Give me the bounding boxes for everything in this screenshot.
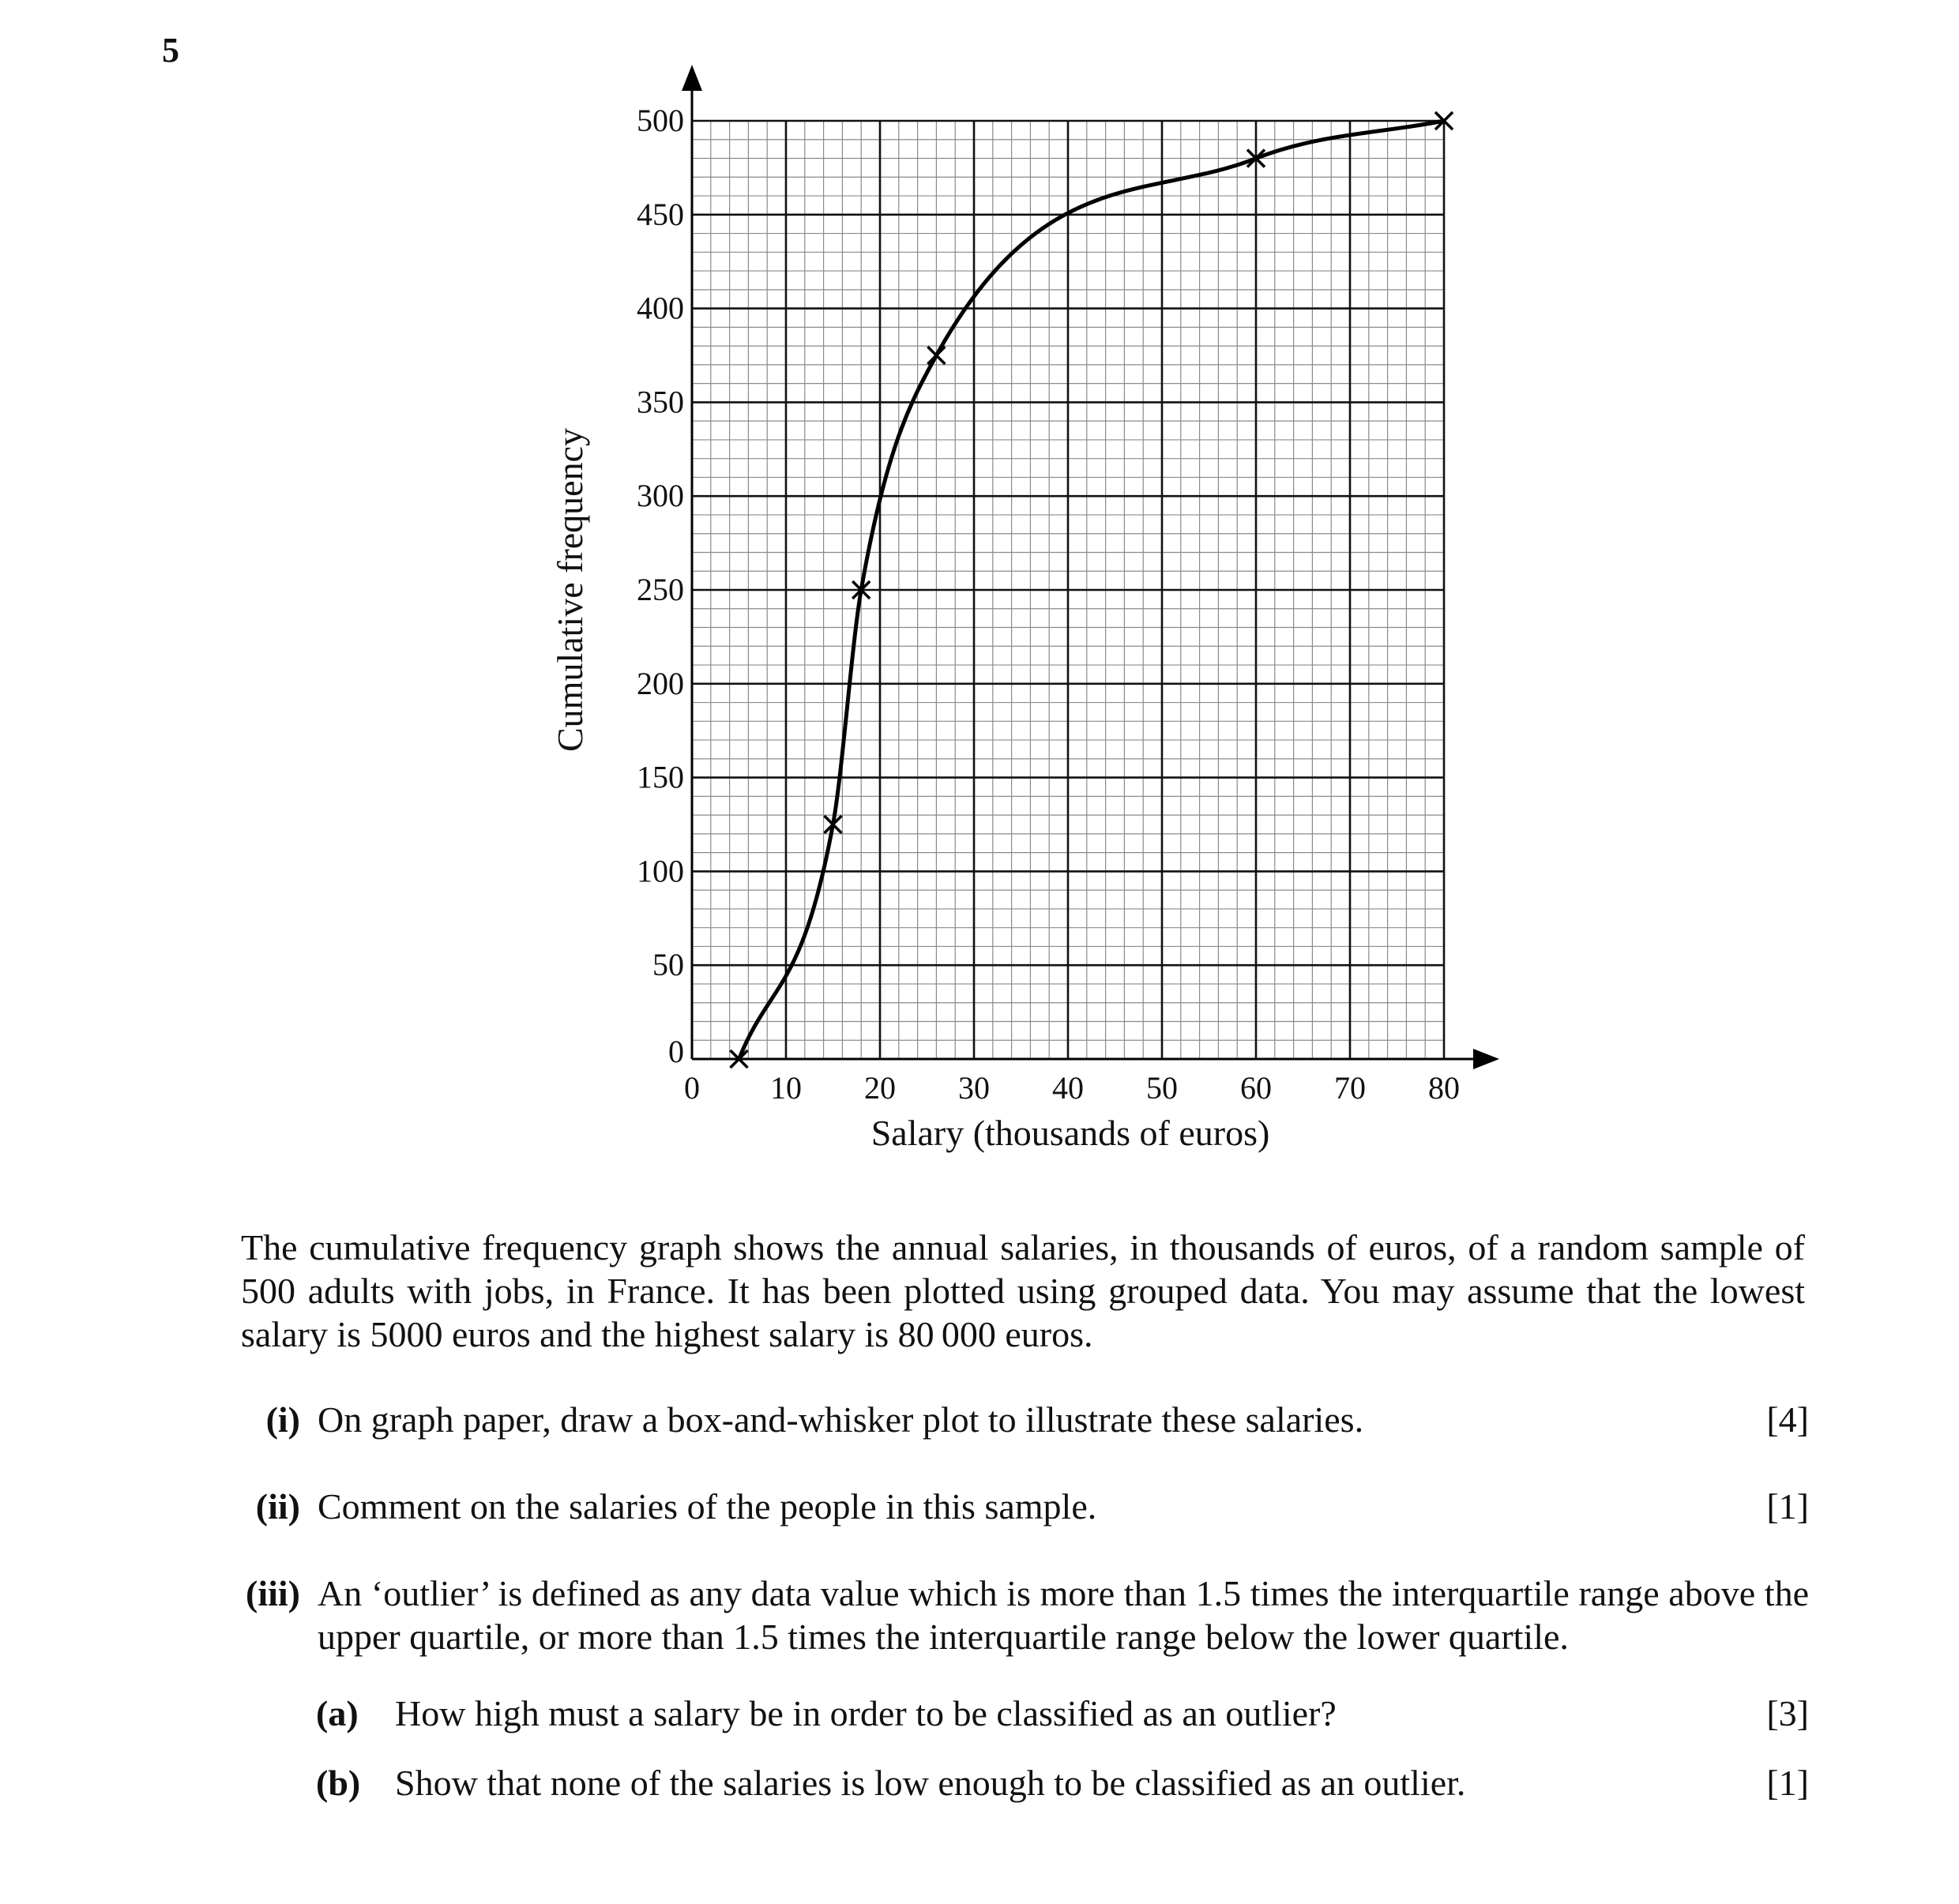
y-tick-label: 200 xyxy=(637,665,684,701)
part-text: On graph paper, draw a box-and-whisker plot to illustrate these salaries. xyxy=(318,1399,1364,1440)
x-tick-label: 50 xyxy=(1146,1070,1178,1106)
y-tick-label: 450 xyxy=(637,196,684,232)
y-tick-label: 50 xyxy=(652,947,684,983)
x-tick-label: 60 xyxy=(1240,1070,1272,1106)
x-tick-labels xyxy=(684,1070,1460,1106)
part-text: An ‘outlier’ is defined as any data value which is more than 1.5 times the interquartile range above the upper quartile, or more than 1.5 times the interquartile range below the lower quartile. xyxy=(318,1573,1809,1657)
x-tick-label: 0 xyxy=(684,1070,700,1106)
subpart-text: How high must a salary be in order to be classified as an outlier? xyxy=(395,1693,1337,1733)
y-tick-label: 300 xyxy=(637,478,684,514)
y-tick-label: 350 xyxy=(637,384,684,420)
x-tick-label: 30 xyxy=(958,1070,990,1106)
subpart-marks: [3] xyxy=(1766,1693,1809,1733)
x-tick-label: 40 xyxy=(1052,1070,1084,1106)
y-tick-label: 400 xyxy=(637,290,684,326)
y-tick-label: 500 xyxy=(637,103,684,138)
subpart-marks: [1] xyxy=(1766,1763,1809,1803)
x-axis-arrow xyxy=(1473,1049,1499,1069)
question-intro: The cumulative frequency graph shows the annual salaries, in thousands of euros, of a random sample of 500 adults with jobs, in France. It has been plotted using grouped data. You may assume that the lowest salary is 5000 euros and the highest salary is 80 000 euros. xyxy=(241,1227,1805,1354)
x-tick-label: 80 xyxy=(1428,1070,1460,1106)
y-tick-label: 150 xyxy=(637,759,684,795)
question-number: 5 xyxy=(162,31,179,69)
y-tick-labels xyxy=(637,103,684,1069)
part-label: (ii) xyxy=(255,1486,300,1527)
part-marks: [4] xyxy=(1766,1399,1809,1440)
part-text: Comment on the salaries of the people in this sample. xyxy=(318,1486,1097,1527)
y-axis-arrow xyxy=(682,65,702,91)
y-axis-label: Cumulative frequency xyxy=(550,427,590,753)
x-axis-label: Salary (thousands of euros) xyxy=(870,1113,1270,1153)
subpart-label: (a) xyxy=(316,1693,359,1733)
x-tick-label: 70 xyxy=(1334,1070,1366,1106)
x-tick-label: 20 xyxy=(864,1070,896,1106)
part-label: (i) xyxy=(265,1399,300,1440)
subpart-text: Show that none of the salaries is low enough to be classified as an outlier. xyxy=(395,1763,1466,1803)
y-tick-label: 100 xyxy=(637,853,684,889)
part-marks: [1] xyxy=(1766,1486,1809,1527)
y-tick-label: 250 xyxy=(637,572,684,607)
part-label: (iii) xyxy=(246,1573,300,1613)
subpart-label: (b) xyxy=(316,1763,361,1803)
y-tick-label: 0 xyxy=(668,1034,684,1069)
x-tick-label: 10 xyxy=(770,1070,802,1106)
